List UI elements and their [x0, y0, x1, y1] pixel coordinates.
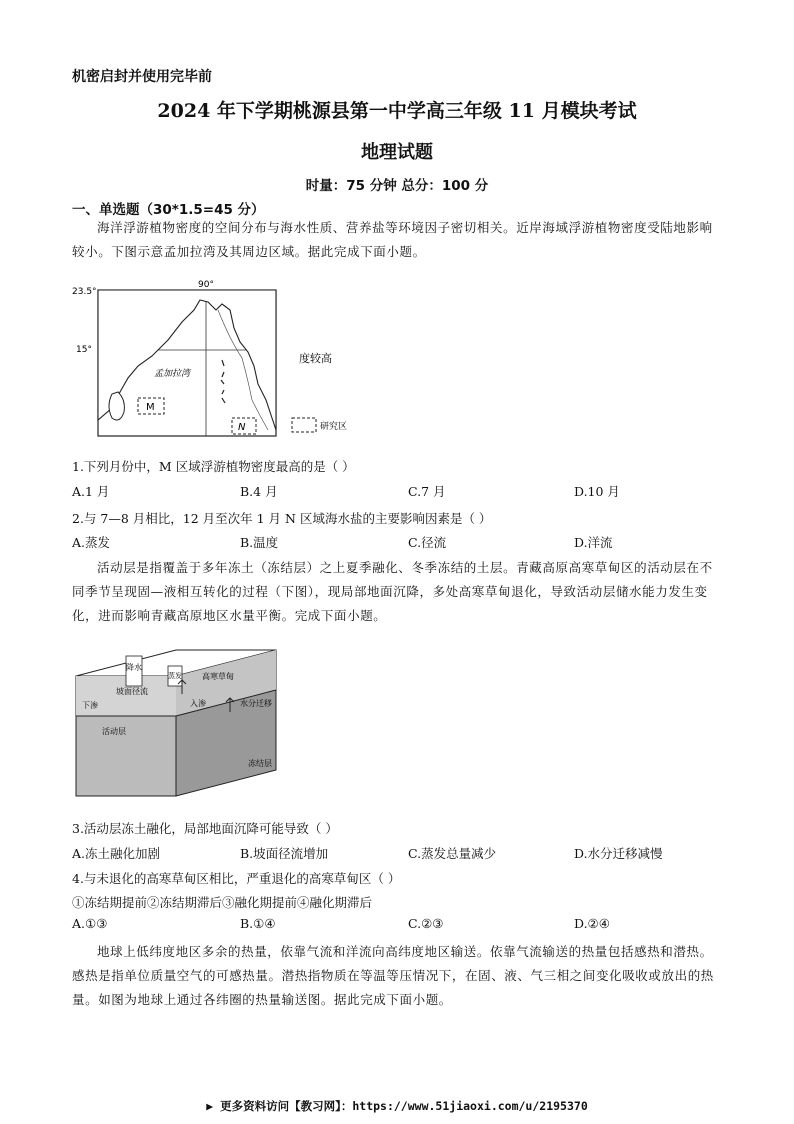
confidential-notice: 机密启封并使用完毕前: [72, 69, 212, 85]
question-3-options: [72, 844, 732, 866]
lon-90-label: 90°: [198, 280, 214, 290]
section-title: 一、单选题（30*1.5=45 分）: [72, 202, 265, 218]
q3-option-d[interactable]: D.水分迁移减慢: [574, 846, 663, 861]
passage-2: 活动层是指覆盖于多年冻土（冻结层）之上夏季融化、冬季冻结的土层。青藏高原高寒草甸区的活动层在不同季节呈现固—液相互转化的过程（下图），现局部地面沉降，多处高寒草甸退化，导致活动层储水能力发生变化，进而影响青藏高原地区水量平衡。完成下面小题。: [72, 560, 713, 623]
question-4: 4.与未退化的高寒草甸区相比，严重退化的高寒草甸区（ ）: [72, 871, 401, 886]
q1-option-a[interactable]: A.1 月: [72, 484, 110, 499]
legend-label: 研究区: [320, 422, 348, 432]
infil-label: 入渗: [190, 699, 206, 708]
exam-time-score: 时量：75 分钟 总分：100 分: [305, 178, 489, 194]
lat-15-label: 15°: [76, 345, 92, 355]
q1-option-d[interactable]: D.10 月: [574, 484, 620, 499]
question-3: 3.活动层冻土融化，局部地面沉降可能导致（ ）: [72, 821, 338, 836]
passage-1: 海洋浮游植物密度的空间分布与海水性质、营养盐等环境因子密切相关。近岸海域浮游植物密度受陆地影响较小。下图示意孟加拉湾及其周边区域。据此完成下面小题。: [72, 220, 713, 259]
question-2: 2.与 7—8 月相比，12 月至次年 1 月 N 区域海水盐的主要影响因素是（ ）: [72, 511, 492, 526]
meadow-label: 高寒草甸: [202, 672, 234, 681]
bay-of-bengal-map: [72, 280, 362, 442]
q4-option-c[interactable]: C.②③: [408, 916, 444, 931]
rain-label: 降水: [126, 663, 142, 672]
water-move-label: 水分迁移: [240, 699, 272, 708]
footer-link[interactable]: ▶ 更多资料访问【教习网】：https://www.51jiaoxi.com/u/2195370: [206, 1099, 588, 1113]
question-1: 1.下列月份中，M 区域浮游植物密度最高的是（ ）: [72, 459, 355, 474]
passage-3: 地球上低纬度地区多余的热量，依靠气流和洋流向高纬度地区输送。依靠气流输送的热量包括感热和潜热。感热是指单位质量空气的可感热量。潜热指物质在等温等压情况下，在固、液、气三相之间变化吸收或放出的热量。如图为地球上通过各纬圈的热量输送图。据此完成下面小题。: [72, 944, 714, 1007]
region-n-label: N: [238, 422, 246, 433]
q1-option-c[interactable]: C.7 月: [408, 484, 446, 499]
q4-option-b[interactable]: B.①④: [240, 916, 276, 931]
q1-option-b[interactable]: B.4 月: [240, 484, 278, 499]
active-layer-block-diagram: [72, 646, 352, 804]
q3-option-a[interactable]: A.冻土融化加剧: [72, 846, 161, 861]
map-side-text: 度较高: [299, 352, 332, 365]
legend-box-icon: [292, 418, 316, 432]
q4-option-a[interactable]: A.①③: [72, 916, 108, 931]
q2-option-d[interactable]: D.洋流: [574, 535, 613, 550]
question-4-statements: ①冻结期提前②冻结期滞后③融化期提前④融化期滞后: [72, 895, 373, 910]
exam-subject: 地理试题: [361, 142, 433, 163]
lat-23-label: 23.5°: [72, 287, 97, 297]
exam-title: 2024 年下学期桃源县第一中学高三年级 11 月模块考试: [157, 100, 637, 122]
q3-option-c[interactable]: C.蒸发总量减少: [408, 846, 497, 861]
q4-option-d[interactable]: D.②④: [574, 916, 610, 931]
runoff-label: 坡面径流: [116, 687, 148, 696]
q2-option-b[interactable]: B.温度: [240, 535, 279, 550]
q3-option-b[interactable]: B.坡面径流增加: [240, 846, 329, 861]
frozen-layer-label: 冻结层: [248, 759, 272, 768]
question-4-options: [72, 916, 732, 938]
question-2-options: [72, 533, 732, 555]
q2-option-c[interactable]: C.径流: [408, 535, 447, 550]
question-1-options: [72, 482, 732, 504]
active-layer-label: 活动层: [102, 727, 126, 736]
sea-label: 孟加拉湾: [154, 369, 191, 379]
evap-label: 蒸发: [168, 672, 182, 680]
seep-label: 下渗: [82, 701, 98, 710]
q2-option-a[interactable]: A.蒸发: [72, 535, 111, 550]
region-m-label: M: [146, 402, 155, 413]
